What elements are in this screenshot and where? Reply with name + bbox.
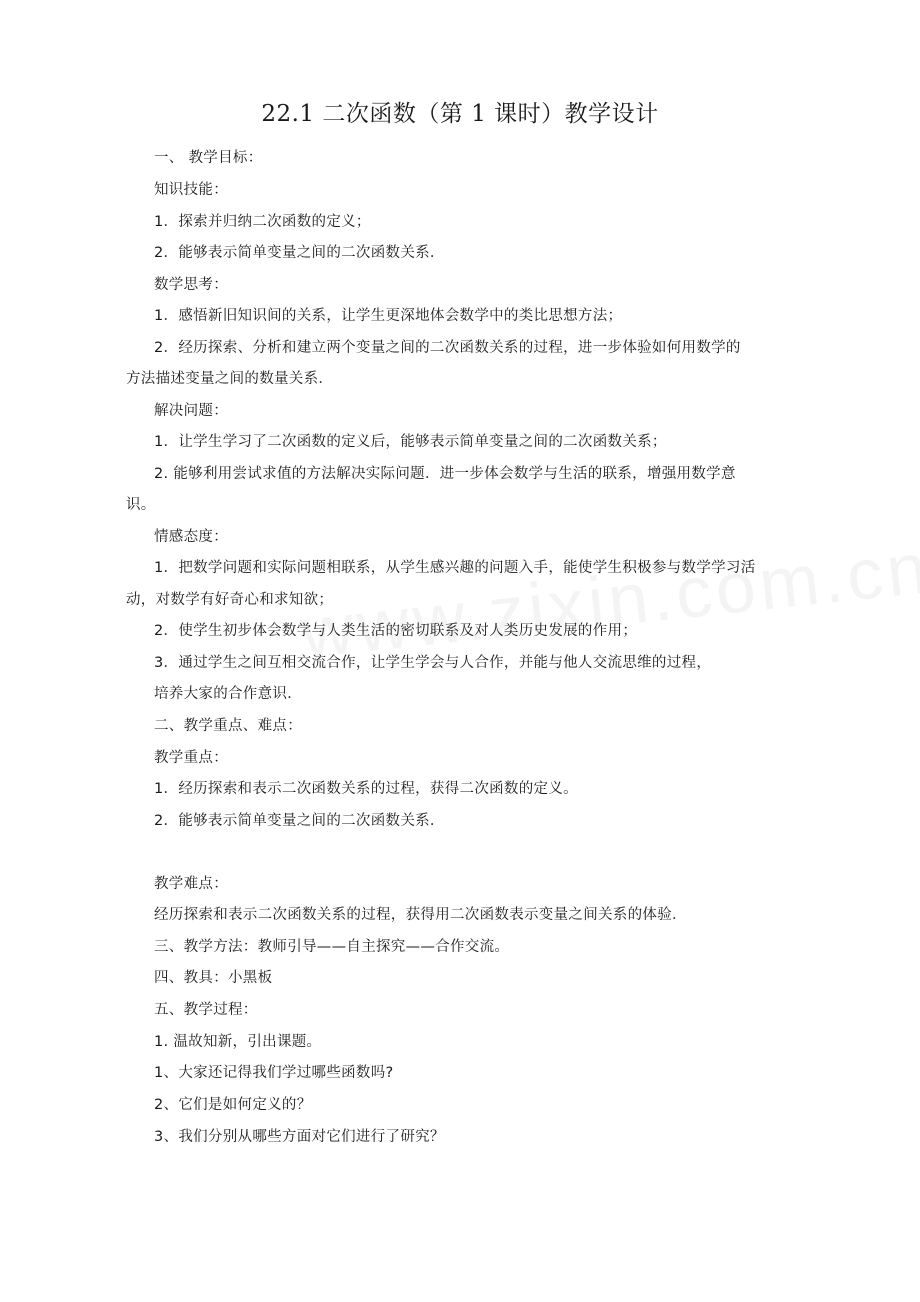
body-line: 教学重点： <box>154 750 228 766</box>
body-line: 2．能够表示简单变量之间的二次函数关系． <box>154 813 445 829</box>
body-line: 方法描述变量之间的数量关系． <box>126 371 334 387</box>
body-line: 五、教学过程： <box>154 1002 258 1018</box>
body-line: 二、教学重点、难点： <box>154 718 302 734</box>
body-line: 1. 温故知新，引出课题。 <box>154 1034 322 1050</box>
body-line: 1．把数学问题和实际问题相联系，从学生感兴趣的问题入手，能使学生积极参与数学学习活 <box>154 560 756 576</box>
body-line: 经历探索和表示二次函数关系的过程，获得用二次函数表示变量之间关系的体验． <box>154 907 687 923</box>
body-line: 1．探索并归纳二次函数的定义； <box>154 214 371 230</box>
body-line: 教学难点： <box>154 876 228 892</box>
body-line: 1．感悟新旧知识间的关系，让学生更深地体会数学中的类比思想方法； <box>154 308 623 324</box>
body-line: 2、它们是如何定义的？ <box>154 1097 312 1113</box>
body-line: 动，对数学有好奇心和求知欲； <box>126 592 334 608</box>
body-line: 识。 <box>126 497 156 513</box>
body-line: 解决问题： <box>154 403 228 419</box>
body-line: 数学思考： <box>154 277 228 293</box>
body-line: 3．通过学生之间互相交流合作，让学生学会与人合作，并能与他人交流思维的过程， <box>154 655 712 671</box>
body-line: 2．使学生初步体会数学与人类生活的密切联系及对人类历史发展的作用； <box>154 623 638 639</box>
body-line: 1．让学生学习了二次函数的定义后，能够表示简单变量之间的二次函数关系； <box>154 434 667 450</box>
body-line: 四、教具：小黑板 <box>154 970 273 986</box>
body-line: 培养大家的合作意识． <box>154 686 302 702</box>
body-line: 1、大家还记得我们学过哪些函数吗? <box>154 1065 394 1081</box>
body-line: 一、 教学目标： <box>154 150 263 166</box>
body-line: 3、我们分别从哪些方面对它们进行了研究？ <box>154 1129 445 1145</box>
body-line: 1．经历探索和表示二次函数关系的过程，获得二次函数的定义。 <box>154 781 578 797</box>
body-line: 知识技能： <box>154 182 228 198</box>
body-line: 2．能够表示简单变量之间的二次函数关系． <box>154 245 445 261</box>
body-line: 2．经历探索、分析和建立两个变量之间的二次函数关系的过程，进一步体验如何用数学的 <box>154 340 741 356</box>
body-line: 情感态度： <box>154 529 228 545</box>
page-title: 22.1 二次函数（第 1 课时）教学设计 <box>261 101 659 127</box>
body-line: 三、教学方法：教师引导——自主探究——合作交流。 <box>154 939 510 955</box>
body-line: 2. 能够利用尝试求值的方法解决实际问题．进一步体会数学与生活的联系，增强用数学意 <box>154 466 736 482</box>
